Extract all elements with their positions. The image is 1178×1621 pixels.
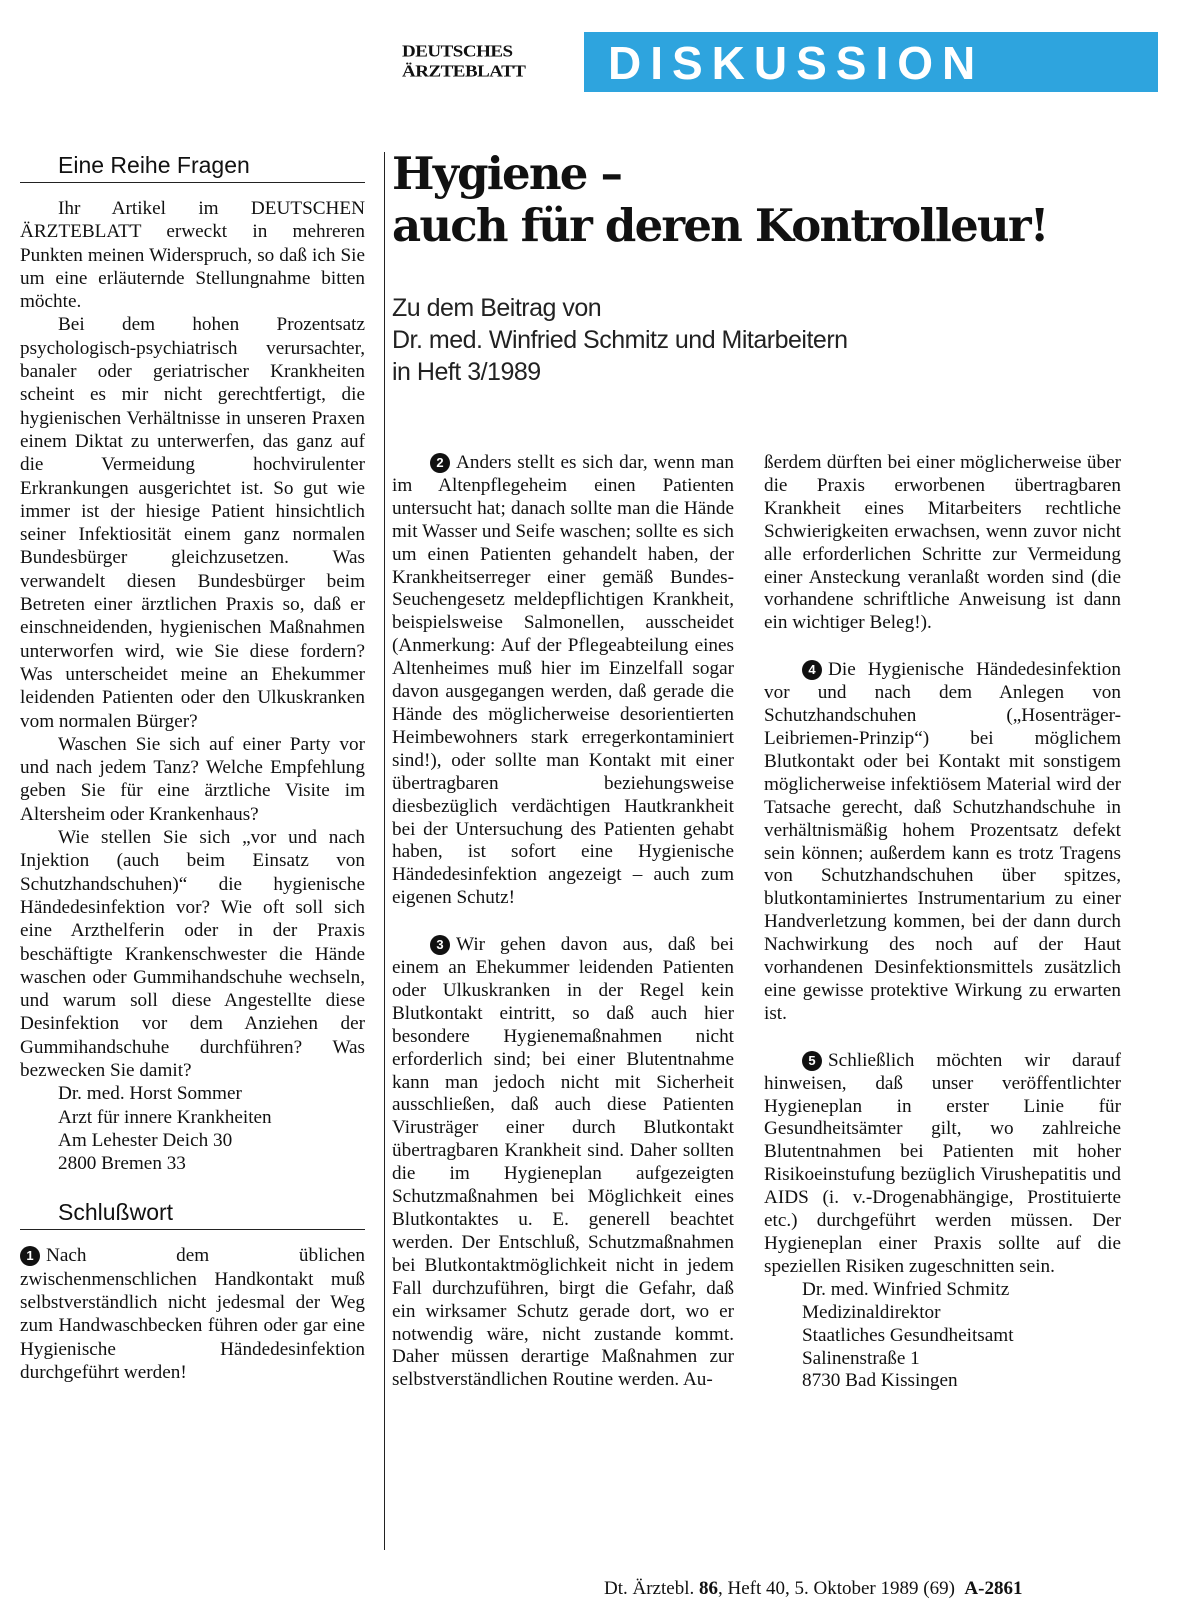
signature-line: Am Lehester Deich 30 [58,1129,233,1151]
point-text: Wir gehen davon aus, daß bei einem an Ehekummer leidenden Patienten oder Ulkuskranken in der Regel kein Blutkontakt eintritt, so daß auch hier besondere Hygienemaßnahmen nicht erforderlich sind; bei einer Blutentnahme kann man jedoch nicht mit Sicherheit ausschließen, daß auch diese Patienten Virusträger einer durch Blutkontakt übertragbaren Krankheit sind. Daher sollten die im Hygieneplan aufgezeigten Schutzmaßnahmen bei Möglichkeit eines Blutkontaktes u. E. generell beachtet werden. Der Entschluß, Schutzmaßnahmen bei Blutkontaktmöglichkeit nicht in jedem Fall durchzuführen, birgt die Gefahr, daß ein wirksamer Schutz gerade dort, wo er notwendig wäre, nicht zustande kommt. Daher müssen derartige Maßnahmen zur selbstverständlichen Routine werden. Au- [392,934,734,1391]
letter-heading: Eine Reihe Fragen [20,150,365,183]
intro-line-3: in Heft 3/1989 [392,358,541,386]
reply-heading: Schlußwort [20,1197,365,1230]
headline-line-2: auch für deren Kontrolleur! [392,199,1048,252]
point-number-badge: 4 [802,660,822,680]
footer-journal: Dt. Ärztebl. [604,1578,695,1599]
reply-point-3-continued: ßerdem dürften bei einer möglicherweise über die Praxis erworbenen übertragbaren Krankheit eines Mitarbeiters rechtliche Schwierigkeiten erwachsen, wenn zuvor nicht alle erforderlichen Schritte zur Vermeidung einer Ansteckung veranlaßt worden sind (die vorhandene schriftliche Anweisung ist dann ein wichtiger Beleg!). [764,452,1121,634]
article-intro [392,292,1132,388]
article-headline [392,148,1132,252]
signature-line: 8730 Bad Kissingen [802,1370,958,1392]
signature-line: Medizinaldirektor [802,1301,941,1323]
reply-point-5 [764,1050,1121,1279]
reply-point-2 [392,452,734,910]
point-text: Nach dem üblichen zwischenmenschlichen Handkontakt muß selbstverständlich nicht jedesmal der Weg zum Handwaschbecken führen oder gar eine Hygienische Händedesinfektion durchgeführt werden! [20,1245,365,1383]
signature-line: Staatliches Gesundheitsamt [802,1324,1014,1346]
middle-column [392,452,734,1392]
letter-paragraph: Wie stellen Sie sich „vor und nach Injektion (auch beim Einsatz von Schutzhandschuhen)“ die hygienische Händedesinfektion vor? Wie oft soll sich eine Arzthelferin oder in der Praxis beschäftigte Krankenschwester die Hände waschen oder Gummihandschuhe wechseln, und warum soll diese Angestellte diese Desinfektion vor dem Anziehen der Gummihandschuhe durchführen? Was bezwecken Sie damit? [20,827,365,1081]
point-text: Die Hygienische Händedesinfektion vor und nach dem Anlegen von Schutzhandschuhen („Hosenträger-Leibriemen-Prinzip“) bei möglichem Blutkontakt oder bei Kontakt mit sonstigem möglicherweise infektiösem Material wird der Tatsache gerecht, daß Schutzhandschuhe in verhältnismäßig hohem Prozentsatz defekt sein können; außerdem kann es trotz Tragens von Schutzhandschuhen über spitzes, blutkontaminiertes Instrumentarium zu einer Handverletzung kommen, bei der dann durch Nachwirkung des noch auf der Haut vorhandenen Desinfektionsmittels zusätzlich eine gewisse protektive Wirkung zu erwarten ist. [764,659,1121,1024]
signature-line: Salinenstraße 1 [802,1347,920,1369]
section-title: DISKUSSION [608,37,985,89]
reply-point-3 [392,934,734,1392]
letter-paragraph: Waschen Sie sich auf einer Party vor und nach jedem Tanz? Welche Empfehlung geben Sie für eine ärztliche Visite im Altersheim oder Krankenhaus? [20,733,365,825]
reply-signature [764,1279,1121,1394]
reply-point-1 [20,1244,365,1384]
point-number-badge: 5 [802,1051,822,1071]
footer-page-number: A-2861 [964,1578,1023,1599]
signature-line: Dr. med. Winfried Schmitz [802,1278,1010,1300]
section-band [584,32,1158,92]
journal-masthead [402,42,562,82]
masthead-line-1: DEUTSCHES [402,42,513,61]
signature-line: Dr. med. Horst Sommer [58,1083,242,1105]
intro-line-1: Zu dem Beitrag von [392,294,602,322]
point-number-badge: 2 [430,453,450,473]
page-footer [604,1578,1022,1600]
right-column [764,452,1121,1393]
intro-line-2: Dr. med. Winfried Schmitz und Mitarbeitern [392,326,848,354]
point-text: Schließlich möchten wir darauf hinweisen, daß unser veröffentlichter Hygieneplan in erster Linie für Gesundheitsämter gilt, wo zahlreiche Blutentnahmen bei Patienten mit hoher Risikoeinstufung bezüglich Virushepatitis und AIDS (i. v.-Drogenabhängige, Prostituierte etc.) durchgeführt werden müssen. Der Hygieneplan einer Praxis sollte auf die speziellen Risiken zugeschnitten sein. [764,1049,1121,1277]
point-text: Anders stellt es sich dar, wenn man im Altenpflegeheim einen Patienten untersucht hat; danach sollte man die Hände mit Wasser und Seife waschen; sollte es sich um einen Patienten gehandelt haben, der Krankheitserreger einer gemäß Bundes-Seuchengesetz meldepflichtigen Krankheit, beispielsweise Salmonellen, ausscheidet (Anmerkung: Auf der Pflegeabteilung eines Altenheimes muß hier im Einzelfall sogar davon ausgegangen werden, daß gerade die Hände des möglicherweise desorientierten Heimbewohners stark erregerkontaminiert sind!), oder sollte man Kontakt mit einer übertragbaren beziehungsweise diesbezüglich verdächtigen Hautkrankheit bei der Untersuchung des Patienten gehabt haben, ist sofort eine Hygienische Händedesinfektion angezeigt – auch zum eigenen Schutz! [392,452,734,909]
column-rule [384,152,385,1550]
footer-issue: , Heft 40, 5. Oktober 1989 (69) [717,1578,955,1599]
signature-line: 2800 Bremen 33 [58,1153,186,1175]
point-number-badge: 3 [430,935,450,955]
masthead-line-2: ÄRZTEBLATT [402,62,526,81]
reply-point-4 [764,659,1121,1026]
point-number-badge: 1 [20,1246,40,1266]
letter-signature [20,1082,365,1175]
letter-paragraph: Bei dem hohen Prozentsatz psychologisch-psychiatrisch verursachter, banaler oder geriatrischer Krankheiten scheint es mir nicht gerechtfertigt, die hygienischen Verhältnisse in unseren Praxen einem Diktat zu unterwerfen, das ganz auf die Vermeidung hochvirulenter Erkrankungen ausgerichtet ist. So gut wie immer ist der hiesige Patient hinsichtlich seiner Infektiosität einem ganz normalen Bundesbürger gleichzusetzen. Was verwandelt diesen Bundesbürger beim Betreten einer ärztlichen Praxis so, daß er einschneidenden, hygienischen Maßnahmen unterworfen wird, wie Sie diese fordern? Was unterscheidet meine an Ehekummer leidenden Patienten oder den Ulkuskranken vom normalen Bürger? [20,314,365,732]
headline-line-1: Hygiene – [392,147,622,200]
signature-line: Arzt für innere Krankheiten [58,1106,272,1128]
footer-volume: 86 [698,1578,718,1599]
letter-column [20,150,365,1384]
letter-paragraph: Ihr Artikel im DEUTSCHEN ÄRZTEBLATT erweckt in mehreren Punkten meinen Widerspruch, so daß ich Sie um eine erläuternde Stellungnahme bitten möchte. [20,198,365,313]
